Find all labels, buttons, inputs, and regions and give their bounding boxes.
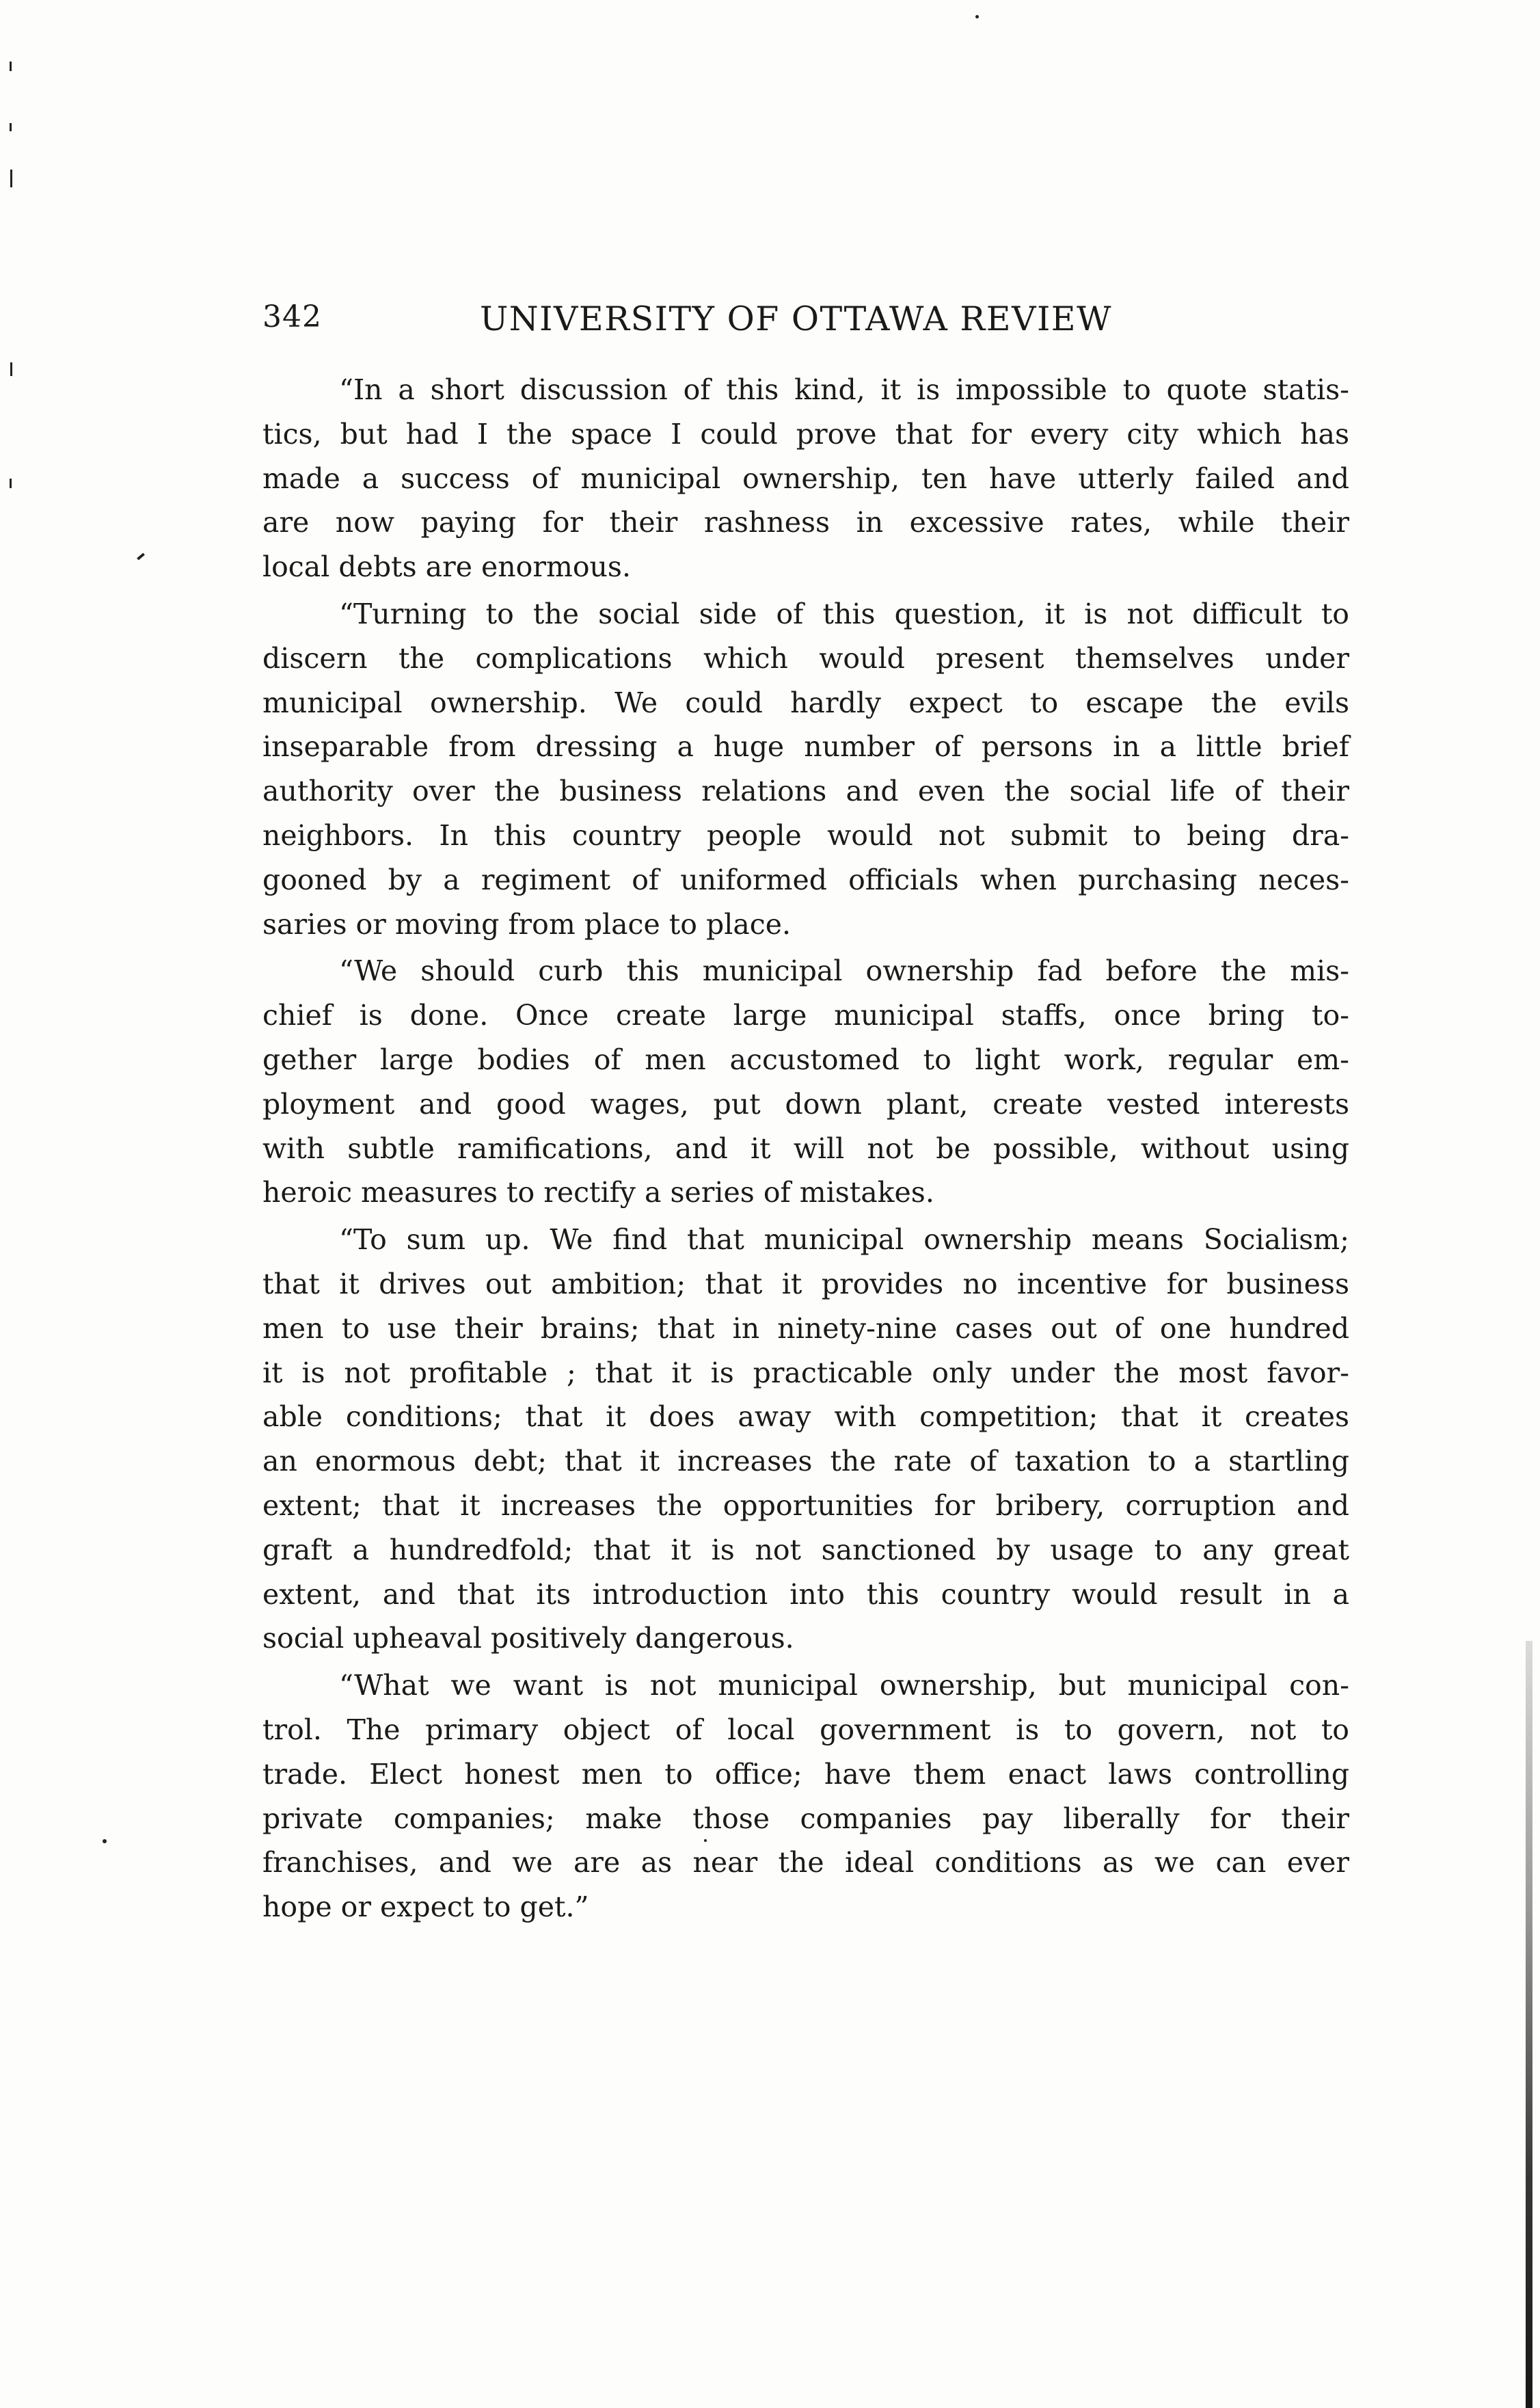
text-line: discern the complications which would present themselves under [262,641,1349,675]
scan-speck [10,479,12,488]
text-line: trol. The primary object of local government is to govern, not to [262,1713,1349,1746]
text-line: trade. Elect honest men to office; have them enact laws controlling [262,1757,1349,1791]
text-line: chief is done. Once create large municipal staffs, once bring to- [262,999,1349,1032]
text-line: tics, but had I the space I could prove that for every city which has [262,417,1349,451]
text-line: gooned by a regiment of uniformed officials when purchasing neces- [262,863,1349,896]
text-line: men to use their brains; that in ninety-nine cases out of one hundred [262,1311,1349,1345]
scan-speck [975,15,979,18]
scan-speck [10,62,12,71]
text-line: hope or expect to get.” [262,1890,589,1924]
page-number: 342 [262,299,322,334]
text-line: “What we want is not municipal ownership, but municipal con- [339,1669,1349,1702]
text-line: are now paying for their rashness in excessive rates, while their [262,506,1349,539]
page-header [262,299,1356,347]
text-line: “Turning to the social side of this question, it is not difficult to [339,597,1349,630]
text-line: gether large bodies of men accustomed to light work, regular em- [262,1043,1349,1076]
text-line: extent; that it increases the opportunities for bribery, corruption and [262,1488,1349,1522]
text-line: ployment and good wages, put down plant, create vested interests [262,1087,1349,1121]
text-line: “In a short discussion of this kind, it is impossible to quote statis- [339,373,1349,406]
text-line: “To sum up. We find that municipal ownership means Socialism; [339,1223,1349,1257]
text-line: it is not profitable ; that it is practicable only under the most favor- [262,1356,1349,1389]
text-line: inseparable from dressing a huge number of persons in a little brief [262,730,1349,764]
text-line: “We should curb this municipal ownership fad before the mis- [339,954,1349,988]
paragraph [262,1663,1349,1929]
text-line: franchises, and we are as near the ideal conditions as we can ever [262,1846,1349,1879]
running-title: UNIVERSITY OF OTTAWA REVIEW [480,299,1112,338]
paragraph [262,592,1349,946]
scan-speck [103,1839,107,1843]
body-text [262,368,1349,1932]
text-line: an enormous debt; that it increases the rate of taxation to a startling [262,1445,1349,1478]
text-line: graft a hundredfold; that it is not sanctioned by usage to any great [262,1533,1349,1566]
text-line: that it drives out ambition; that it provides no incentive for business [262,1267,1349,1300]
text-line: made a success of municipal ownership, ten have utterly failed and [262,461,1349,495]
text-line: with subtle ramifications, and it will not be possible, without using [262,1132,1349,1165]
paragraph [262,368,1349,589]
text-line: saries or moving from place to place. [262,907,792,941]
text-line: extent, and that its introduction into this country would result in a [262,1577,1349,1611]
text-line: able conditions; that it does away with competition; that it creates [262,1400,1349,1434]
text-line: neighbors. In this country people would not submit to being dra- [262,818,1349,852]
scan-speck [137,553,145,561]
text-line: heroic measures to rectify a series of mistakes. [262,1176,934,1209]
paragraph [262,1218,1349,1661]
text-line: municipal ownership. We could hardly expect to escape the evils [262,686,1349,719]
scan-speck [10,123,12,131]
page-edge-shadow [1526,1641,1532,2408]
scan-speck [10,362,12,376]
text-line: private companies; make those companies pay liberally for their [262,1802,1349,1835]
text-line: social upheaval positively dangerous. [262,1622,794,1655]
paragraph [262,949,1349,1215]
text-line: authority over the business relations and even the social life of their [262,775,1349,808]
scan-speck [10,170,12,187]
text-line: local debts are enormous. [262,550,631,584]
